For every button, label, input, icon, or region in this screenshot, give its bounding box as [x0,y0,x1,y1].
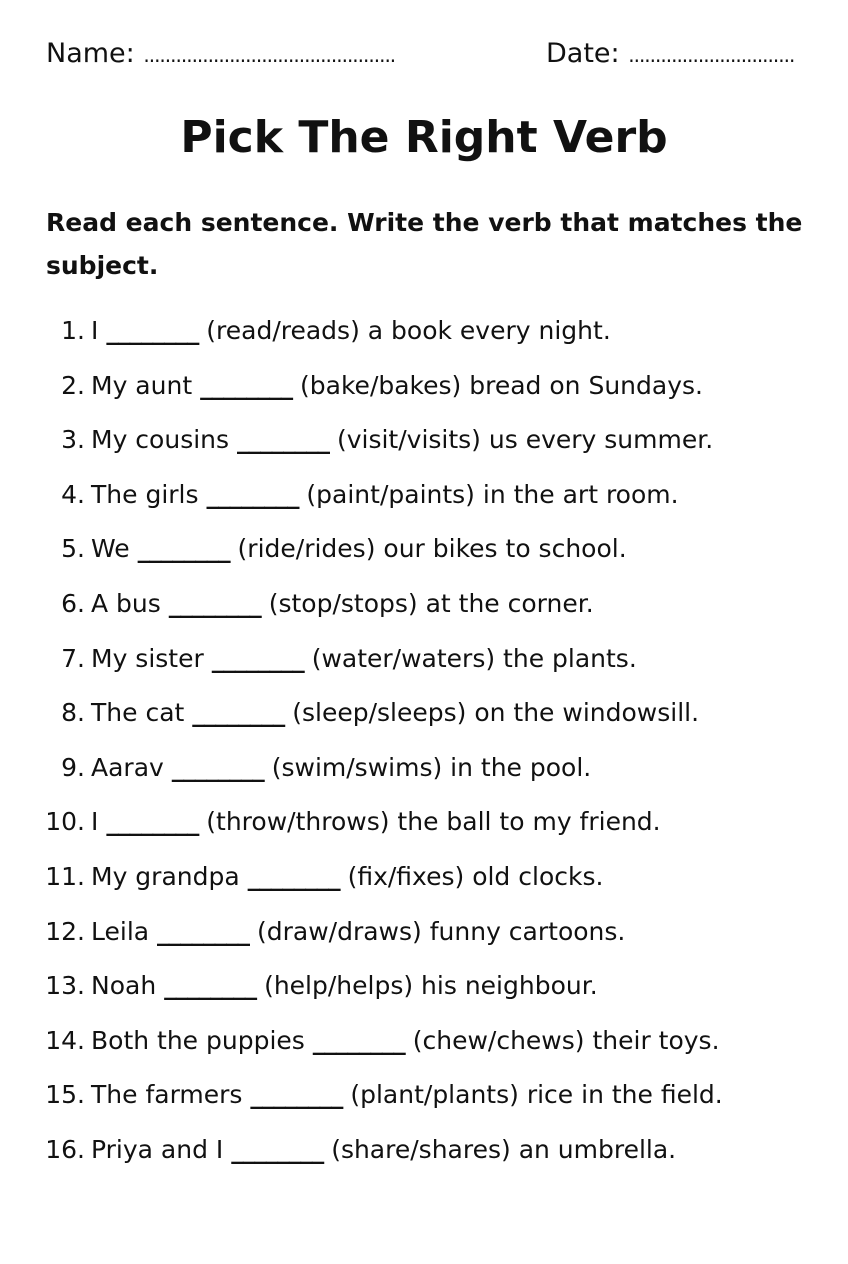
sentence-subject: Priya and I [91,1134,224,1164]
item-sentence [91,800,661,844]
answer-blank[interactable]: ________ [137,534,230,564]
sentence-subject: The girls [91,479,199,509]
sentence-subject: My grandpa [91,861,240,891]
item-sentence [91,855,603,899]
sentence-subject: Noah [91,971,157,1001]
sentence-rest: (read/reads) a book every night. [206,316,611,345]
name-label: Name: [46,38,135,69]
item-number: 5. [61,534,85,564]
answer-blank[interactable]: ________ [250,1080,343,1110]
sentence-rest: (water/waters) the plants. [311,643,637,673]
item-number: 6. [61,588,85,618]
item-sentence [91,1073,723,1117]
sentence-rest: (share/shares) an umbrella. [331,1134,677,1164]
item-sentence [91,691,699,735]
exercise-item [0,1073,848,1128]
exercise-item [0,309,848,364]
sentence-subject: My aunt [91,370,193,400]
exercise-item [0,964,848,1019]
exercise-item [0,418,848,473]
sentence-subject: Both the puppies [91,1025,305,1055]
item-sentence [91,746,591,790]
item-sentence [91,1019,720,1063]
sentence-subject: I [91,316,99,345]
sentence-rest: (stop/stops) at the corner. [268,588,594,618]
exercise-item [0,910,848,965]
exercise-item [0,746,848,801]
item-number: 15. [45,1080,85,1110]
name-dots: ............................................... [143,43,396,67]
answer-blank[interactable]: ________ [168,588,261,618]
sentence-rest: (help/helps) his neighbour. [264,971,598,1001]
sentence-rest: (swim/swims) in the pool. [271,752,592,782]
item-sentence [91,473,679,517]
sentence-subject: Leila [91,916,150,946]
sentence-rest: (paint/paints) in the art room. [306,479,679,509]
exercise-item [0,1128,848,1183]
item-sentence [91,1128,676,1172]
item-number: 1. [61,316,85,345]
page-title: Pick The Right Verb [180,112,668,163]
answer-blank[interactable]: ________ [106,807,199,837]
sentence-subject: The cat [91,698,185,728]
sentence-rest: (fix/fixes) old clocks. [347,861,604,891]
item-number: 11. [45,861,85,891]
sentence-subject: Aarav [91,752,164,782]
answer-blank[interactable]: ________ [192,698,285,728]
sentence-subject: My sister [91,643,204,673]
header-row [46,38,806,78]
item-sentence [91,418,713,462]
exercise-item [0,800,848,855]
exercise-item [0,582,848,637]
item-sentence [91,582,594,626]
sentence-rest: (throw/throws) the ball to my friend. [206,807,661,837]
item-number: 2. [61,370,85,400]
item-number: 10. [45,807,85,837]
answer-blank[interactable]: ________ [200,370,293,400]
item-number: 13. [45,971,85,1001]
answer-blank[interactable]: ________ [106,316,199,345]
item-number: 12. [45,916,85,946]
item-number: 9. [61,752,85,782]
item-number: 3. [61,425,85,455]
answer-blank[interactable]: ________ [247,861,340,891]
answer-blank[interactable]: ________ [211,643,304,673]
answer-blank[interactable]: ________ [157,916,250,946]
item-sentence [91,964,598,1008]
sentence-subject: A bus [91,588,161,618]
answer-blank[interactable]: ________ [237,425,329,455]
exercise-item [0,473,848,528]
answer-blank[interactable]: ________ [206,479,299,509]
sentence-rest: (ride/rides) our bikes to school. [237,534,627,564]
exercise-item [0,691,848,746]
item-sentence [91,364,703,408]
answer-blank[interactable]: ________ [312,1025,405,1055]
answer-blank[interactable]: ________ [164,971,257,1001]
exercise-item [0,637,848,692]
answer-blank[interactable]: ________ [231,1134,324,1164]
sentence-rest: (draw/draws) funny cartoons. [257,916,626,946]
item-number: 4. [61,479,85,509]
exercise-item [0,1019,848,1074]
exercise-item [0,527,848,582]
name-field[interactable] [46,38,395,69]
sentence-subject: I [91,807,99,837]
item-sentence [91,910,625,954]
date-label: Date: [546,38,620,69]
item-number: 7. [61,643,85,673]
item-number: 16. [45,1134,85,1164]
sentence-rest: (bake/bakes) bread on Sundays. [300,370,703,400]
item-number: 8. [61,698,85,728]
sentence-subject: We [91,534,130,564]
instructions: Read each sentence. Write the verb that matches the subject. [46,208,803,280]
item-number: 14. [45,1025,85,1055]
date-dots: ............................... [628,43,795,67]
sentence-rest: (chew/chews) their toys. [412,1025,720,1055]
exercise-list [0,309,848,1183]
sentence-rest: (sleep/sleeps) on the windowsill. [292,698,700,728]
sentence-subject: My cousins [91,425,230,455]
item-sentence [91,527,627,571]
item-sentence [91,637,637,681]
sentence-subject: The farmers [91,1080,243,1110]
exercise-item [0,855,848,910]
sentence-rest: (visit/visits) us every summer. [336,425,714,455]
answer-blank[interactable]: ________ [171,752,264,782]
sentence-rest: (plant/plants) rice in the field. [350,1080,723,1110]
exercise-item [0,364,848,419]
date-field[interactable] [546,38,794,69]
item-sentence [91,309,611,353]
